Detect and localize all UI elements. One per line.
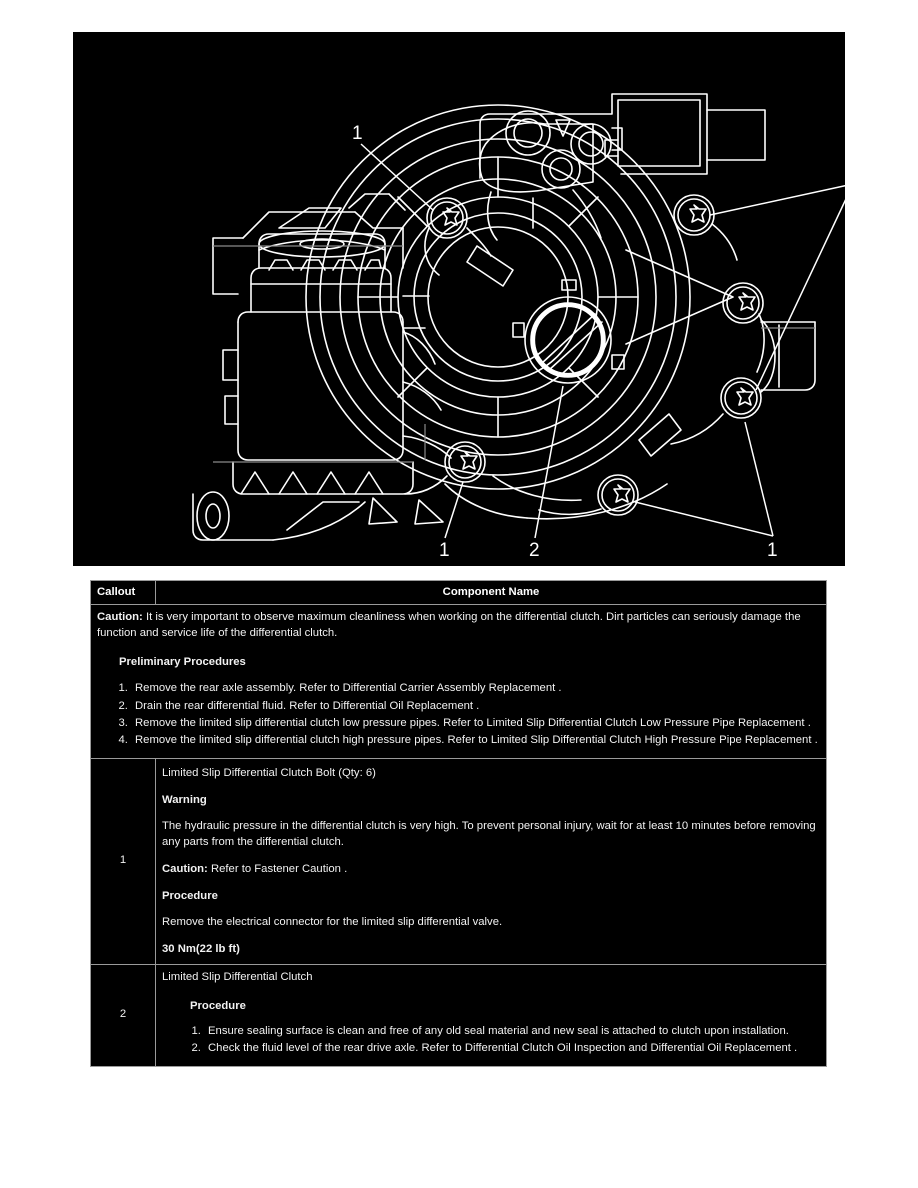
- callout-label-bottom-right: 1: [767, 540, 778, 561]
- list-item: 4. Remove the limited slip differential clutch high pressure pipes. Refer to Limited Slip Differential Clutch High Pressure Pipe Replacement .: [131, 732, 820, 748]
- procedure-heading-1: Procedure: [162, 889, 218, 902]
- service-procedure-table: [90, 580, 827, 1067]
- callout-label-right-upper: 1: [857, 168, 868, 189]
- caution-paragraph: [97, 609, 820, 641]
- component-name-2: Limited Slip Differential Clutch: [162, 970, 313, 983]
- caution-label-1: Caution:: [162, 862, 208, 875]
- table-row: [91, 964, 827, 1066]
- component-cell-1: [156, 758, 827, 964]
- caution-paragraph-1: [162, 861, 820, 877]
- preliminary-procedures-heading: Preliminary Procedures: [119, 656, 246, 669]
- component-cell-2: [156, 964, 827, 1066]
- list-item: 3. Remove the limited slip differential clutch low pressure pipes. Refer to Limited Slip Differential Clutch Low Pressure Pipe Replacement .: [131, 715, 820, 731]
- table-row: [91, 758, 827, 964]
- warning-heading: Warning: [162, 793, 207, 806]
- callout-label-top-left: 1: [352, 123, 363, 144]
- caution-text-1: Refer to Fastener Caution .: [207, 862, 348, 875]
- header-component-name: Component Name: [156, 581, 827, 605]
- caution-text: It is very important to observe maximum cleanliness when working on the differential clutch. Dirt particles can seriously damage the function and service life of the differential clutch.: [97, 611, 801, 640]
- list-item: 1. Remove the rear axle assembly. Refer to Differential Carrier Assembly Replacement .: [131, 680, 820, 696]
- caution-cell: [91, 605, 827, 759]
- procedure-list-2: [162, 1023, 820, 1057]
- procedure-text-1: Remove the electrical connector for the limited slip differential valve.: [162, 915, 503, 928]
- list-item: 2. Check the fluid level of the rear drive axle. Refer to Differential Clutch Oil Inspection and Differential Oil Replacement .: [204, 1040, 820, 1056]
- component-name-1: Limited Slip Differential Clutch Bolt (Qty: 6): [162, 766, 376, 779]
- caution-label: Caution:: [97, 611, 143, 624]
- table-row-caution: [91, 605, 827, 759]
- list-item: 2. Drain the rear differential fluid. Refer to Differential Oil Replacement .: [131, 698, 820, 714]
- callout-label-bottom-mid: 2: [529, 540, 540, 561]
- component-illustration: [73, 32, 868, 566]
- procedure-heading-2: Procedure: [190, 999, 246, 1012]
- torque-specification: 30 Nm(22 lb ft): [162, 942, 240, 955]
- callout-label-bottom-left: 1: [439, 540, 450, 561]
- differential-clutch-line-drawing: [73, 32, 868, 566]
- table-header-row: [91, 581, 827, 605]
- warning-text: The hydraulic pressure in the differential clutch is very high. To prevent personal injury, wait for at least 10 minutes before removing any parts from the differential clutch.: [162, 819, 816, 848]
- header-callout: Callout: [91, 581, 156, 605]
- component-name-table: [88, 578, 829, 1069]
- preliminary-procedures-list: [97, 680, 820, 749]
- callout-number-1: 1: [91, 758, 156, 964]
- list-item: 1. Ensure sealing surface is clean and free of any old seal material and new seal is attached to clutch upon installation.: [204, 1023, 820, 1039]
- callout-number-2: 2: [91, 964, 156, 1066]
